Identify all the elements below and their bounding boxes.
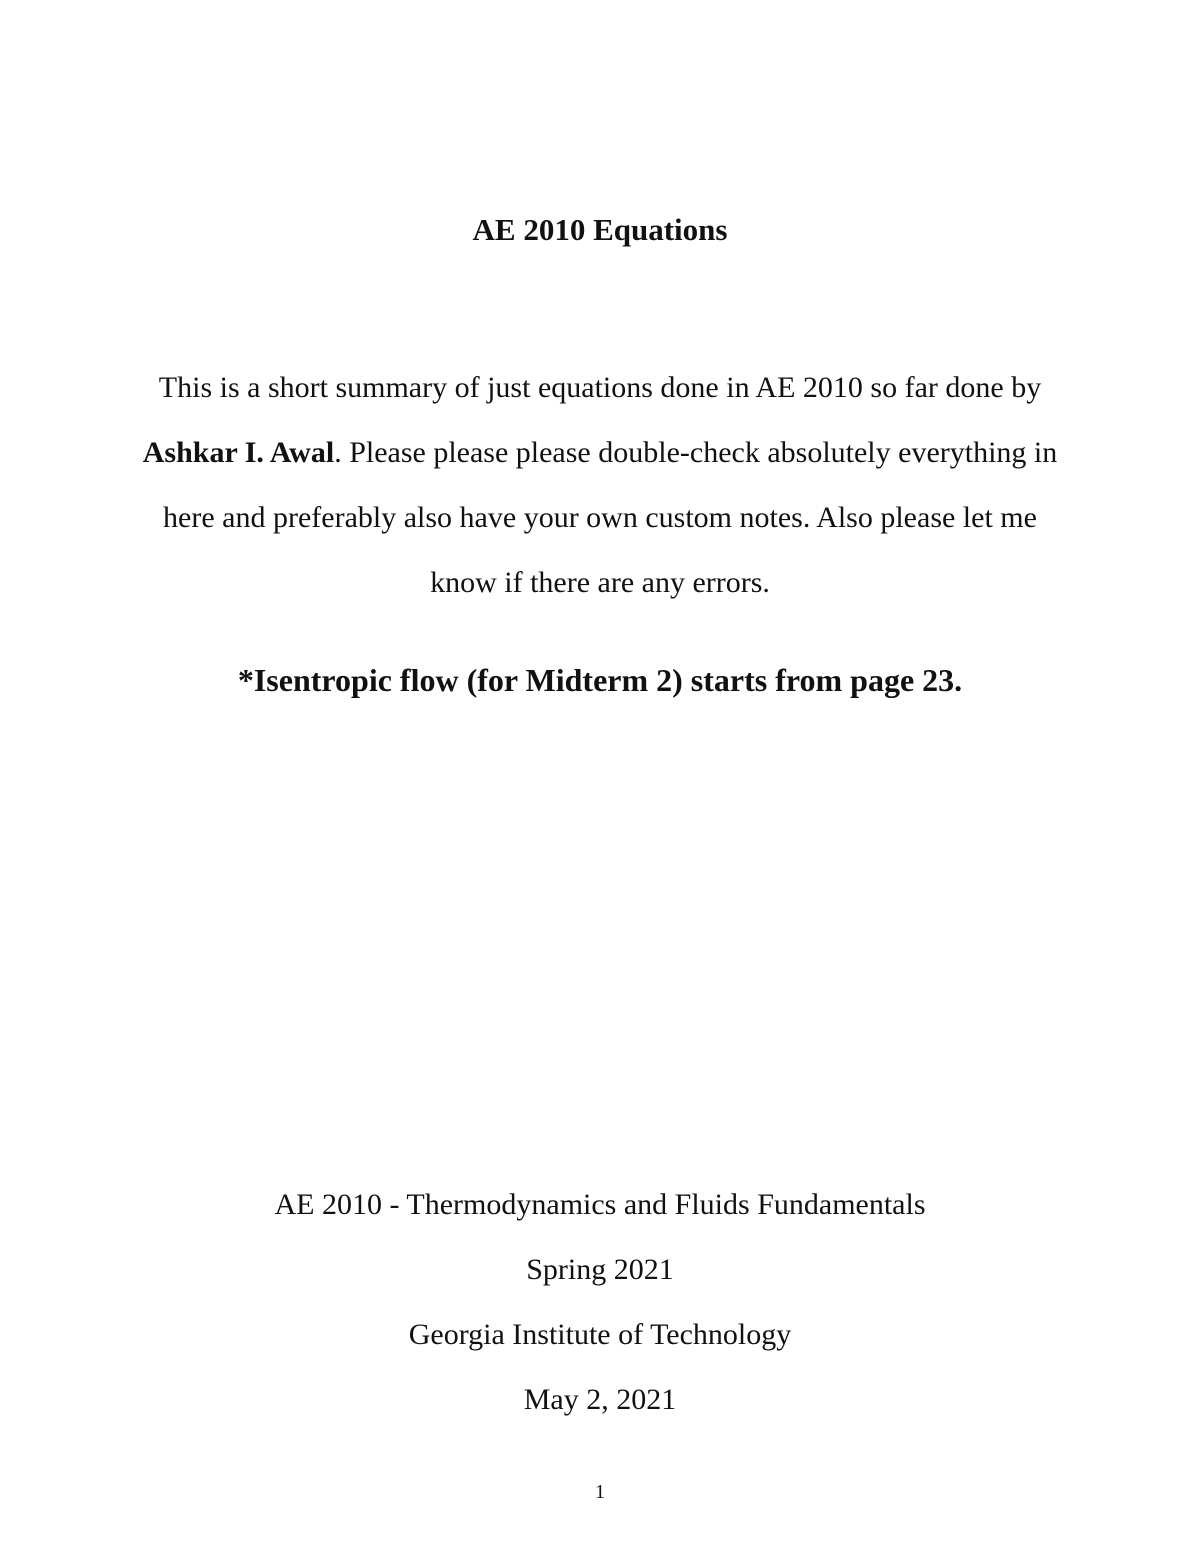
intro-text-before-author: This is a short summary of just equations done in AE 2010 so far done by xyxy=(158,371,1042,404)
document-title: AE 2010 Equations xyxy=(472,212,728,247)
intro-paragraph xyxy=(140,355,1060,615)
intro-text-after-author: . Please please please double-check absolutely everything in here and preferably also have your own custom notes. Also please let me know if there are any errors. xyxy=(163,436,1058,599)
title-page-footer xyxy=(0,1180,1200,1440)
page-number: 1 xyxy=(595,1481,605,1503)
author-name: Ashkar I. Awal xyxy=(142,436,335,469)
document-date: May 2, 2021 xyxy=(523,1383,677,1416)
course-name: AE 2010 - Thermodynamics and Fluids Fundamentals xyxy=(274,1188,926,1221)
institution: Georgia Institute of Technology xyxy=(408,1318,792,1351)
isentropic-note: *Isentropic flow (for Midterm 2) starts from page 23. xyxy=(237,662,963,698)
term: Spring 2021 xyxy=(526,1253,674,1286)
